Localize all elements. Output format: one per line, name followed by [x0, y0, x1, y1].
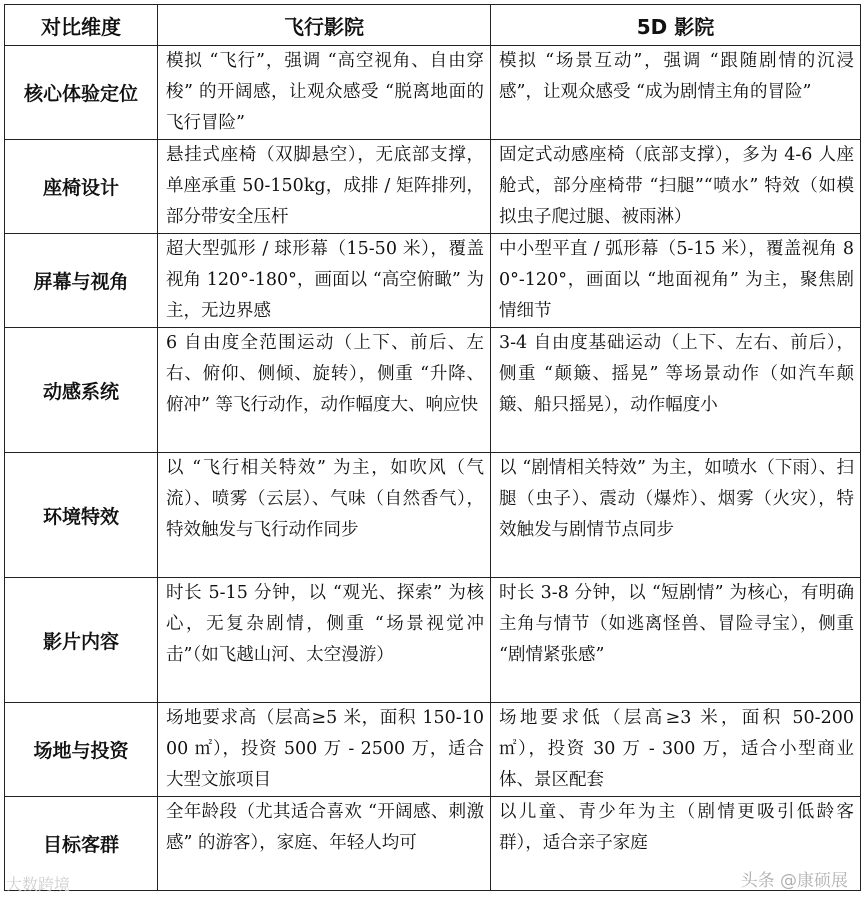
table-row	[5, 328, 861, 453]
5d-cell: 模拟 “场景互动”，强调 “跟随剧情的沉浸感”，让观众感受 “成为剧情主角的冒险”	[491, 46, 861, 140]
watermark-left: 大数跨境	[6, 875, 71, 894]
header-flying-theater: 飞行影院	[158, 5, 491, 46]
5d-cell: 3-4 自由度基础运动（上下、左右、前后），侧重 “颠簸、摇晃” 等场景动作（如汽车颠簸、船只摇晃），动作幅度小	[491, 328, 861, 453]
table-row	[5, 140, 861, 234]
flying-cell: 模拟 “飞行”，强调 “高空视角、自由穿梭” 的开阔感，让观众感受 “脱离地面的飞行冒险”	[158, 46, 491, 140]
flying-cell: 时长 5-15 分钟，以 “观光、探索” 为核心，无复杂剧情，侧重 “场景视觉冲击”（如飞越山河、太空漫游）	[158, 578, 491, 703]
5d-cell: 场地要求低（层高≥3 米，面积 50-200 ㎡），投资 30 万 - 300 万，适合小型商业体、景区配套	[491, 703, 861, 797]
header-dimension: 对比维度	[5, 5, 158, 46]
table-row	[5, 453, 861, 578]
5d-cell: 中小型平直 / 弧形幕（5-15 米），覆盖视角 80°-120°，画面以 “地面视角” 为主，聚焦剧情细节	[491, 234, 861, 328]
dimension-cell: 屏幕与视角	[5, 234, 158, 328]
flying-cell: 6 自由度全范围运动（上下、前后、左右、俯仰、侧倾、旋转），侧重 “升降、俯冲” 等飞行动作，动作幅度大、响应快	[158, 328, 491, 453]
5d-cell: 时长 3-8 分钟，以 “短剧情” 为核心，有明确主角与情节（如逃离怪兽、冒险寻宝），侧重 “剧情紧张感”	[491, 578, 861, 703]
table-row	[5, 46, 861, 140]
table-row	[5, 703, 861, 797]
table-row	[5, 234, 861, 328]
dimension-cell: 目标客群	[5, 797, 158, 891]
dimension-cell: 核心体验定位	[5, 46, 158, 140]
dimension-cell: 座椅设计	[5, 140, 158, 234]
dimension-cell: 影片内容	[5, 578, 158, 703]
5d-cell: 以 “剧情相关特效” 为主，如喷水（下雨）、扫腿（虫子）、震动（爆炸）、烟雾（火灾），特效触发与剧情节点同步	[491, 453, 861, 578]
5d-cell: 以儿童、青少年为主（剧情更吸引低龄客群），适合亲子家庭	[491, 797, 861, 891]
flying-cell: 超大型弧形 / 球形幕（15-50 米），覆盖视角 120°-180°，画面以 “高空俯瞰” 为主，无边界感	[158, 234, 491, 328]
flying-cell: 悬挂式座椅（双脚悬空），无底部支撑，单座承重 50-150kg，成排 / 矩阵排列，部分带安全压杆	[158, 140, 491, 234]
flying-cell: 以 “飞行相关特效” 为主，如吹风（气流）、喷雾（云层）、气味（自然香气），特效触发与飞行动作同步	[158, 453, 491, 578]
dimension-cell: 环境特效	[5, 453, 158, 578]
dimension-cell: 场地与投资	[5, 703, 158, 797]
flying-cell: 全年龄段（尤其适合喜欢 “开阔感、刺激感” 的游客），家庭、年轻人均可	[158, 797, 491, 891]
watermark-right: 头条 @康硕展	[740, 871, 848, 891]
comparison-table	[4, 4, 861, 891]
flying-cell: 场地要求高（层高≥5 米，面积 150-1000 ㎡），投资 500 万 - 2500 万，适合大型文旅项目	[158, 703, 491, 797]
header-row	[5, 5, 861, 46]
table-row	[5, 797, 861, 891]
5d-cell: 固定式动感座椅（底部支撑），多为 4-6 人座舱式，部分座椅带 “扫腿”“喷水” 特效（如模拟虫子爬过腿、被雨淋）	[491, 140, 861, 234]
dimension-cell: 动感系统	[5, 328, 158, 453]
header-5d-theater: 5D 影院	[491, 5, 861, 46]
table-row	[5, 578, 861, 703]
